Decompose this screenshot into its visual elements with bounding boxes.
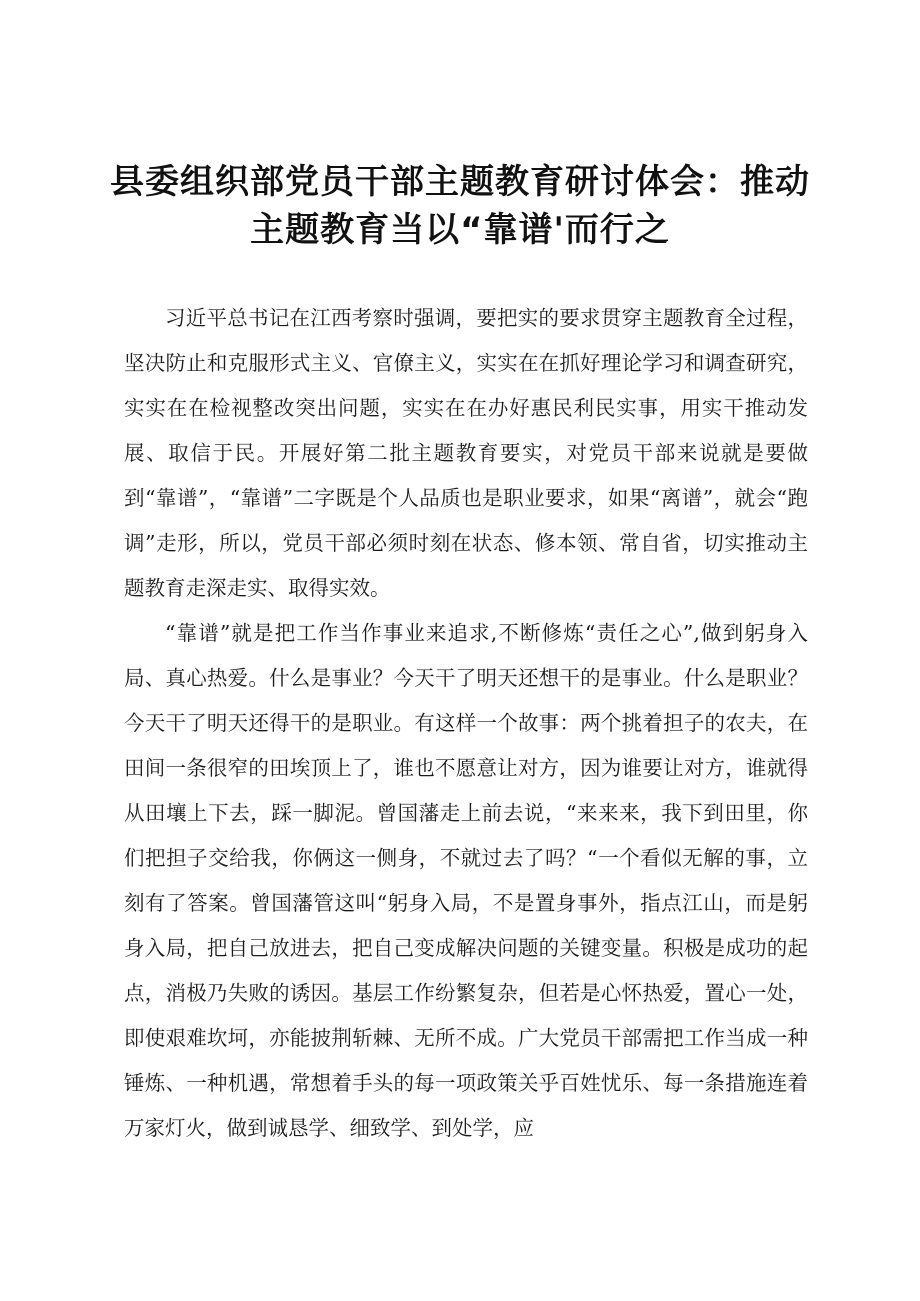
document-title — [110, 158, 810, 254]
title-line-1: 县委组织部党员干部主题教育研讨体会：推动 — [110, 162, 810, 202]
paragraph-1: 习近平总书记在江西考察时强调，要把实的要求贯穿主题教育全过程，坚决防止和克服形式主义、官僚主义，实实在在抓好理论学习和调查研究，实实在在检视整改突出问题，实实在在办好惠民利民实事，用实干推动发展、取信于民。开展好第二批主题教育要实，对党员干部来说就是要做到“靠谱”，“靠谱”二字既是个人品质也是职业要求，如果“离谱”，就会“跑调”走形，所以，党员干部必须时刻在状态、修本领、常自省，切实推动主题教育走深走实、取得实效。 — [124, 306, 808, 600]
title-line-2: 主题教育当以“靠谱'而行之 — [250, 210, 670, 250]
document-body — [124, 296, 808, 1151]
paragraph-2: “靠谱”就是把工作当作事业来追求,不断修炼“责任之心”,做到躬身入局、真心热爱。什么是事业？今天干了明天还想干的是事业。什么是职业？今天干了明天还得干的是职业。有这样一个故事：两个挑着担子的农夫，在田间一条很窄的田埃顶上了，谁也不愿意让对方，因为谁要让对方，谁就得从田壤上下去，踩一脚泥。曾国藩走上前去说，“来来来，我下到田里，你们把担子交给我，你俩这一侧身，不就过去了吗？“一个看似无解的事，立刻有了答案。曾国藩管这叫“躬身入局，不是置身事外，指点江山，而是躬身入局，把自己放进去，把自己变成解决问题的关键变量。积极是成功的起点，消极乃失败的诱因。基层工作纷繁复杂，但若是心怀热爱，置心一处，即使艰难坎坷，亦能披荆斩棘、无所不成。广大党员干部需把工作当成一种锤炼、一种机遇，常想着手头的每一项政策关乎百姓忧乐、每一条措施连着万家灯火，做到诚恳学、细致学、到处学，应 — [124, 621, 808, 1140]
